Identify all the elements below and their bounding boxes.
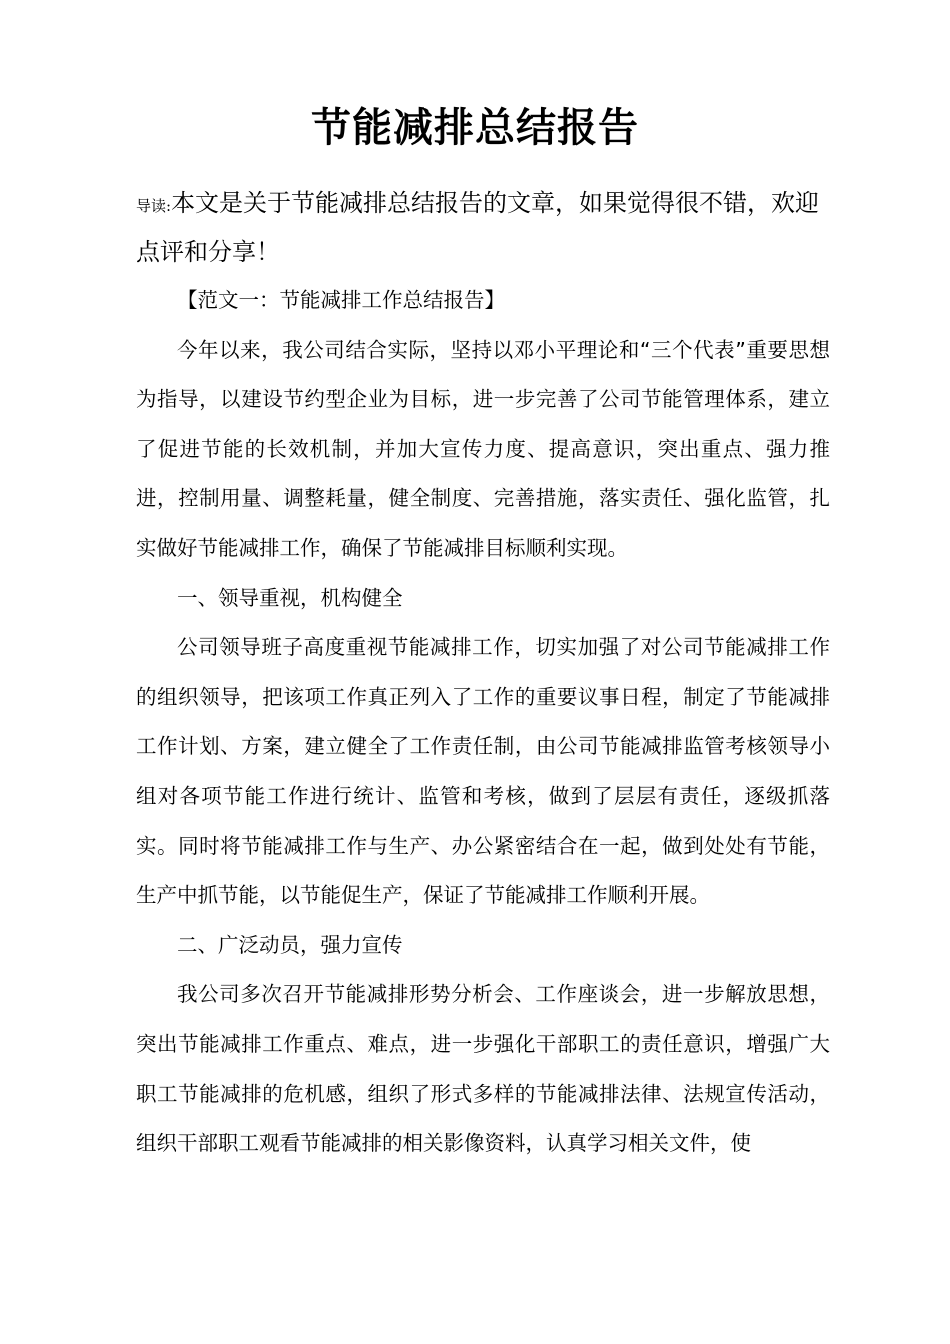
section-heading-1: 一、领导重视，机构健全 xyxy=(177,585,403,610)
intro-lead: 导读: xyxy=(136,197,172,215)
body-paragraph: 我公司多次召开节能减排形势分析会、工作座谈会，进一步解放思想，突出节能减排工作重点、难点，进一步强化干部职工的责任意识，增强广大职工节能减排的危机感，组织了形式多样的节能减排法律、法规宣传活动，组织干部职工观看节能减排的相关影像资料，认真学习相关文件，使 xyxy=(136,982,830,1156)
intro-text: 本文是关于节能减排总结报告的文章，如果觉得很不错，欢迎点评和分享！ xyxy=(136,189,820,266)
intro-paragraph xyxy=(136,180,836,275)
body-paragraph: 今年以来，我公司结合实际，坚持以邓小平理论和“三个代表”重要思想为指导，以建设节约型企业为目标，进一步完善了公司节能管理体系，建立了促进节能的长效机制，并加大宣传力度、提高意识，突出重点、强力推进，控制用量、调整耗量，健全制度、完善措施，落实责任、强化监管，扎实做好节能减排工作，确保了节能减排目标顺利实现。 xyxy=(136,337,830,560)
section-heading-2: 二、广泛动员，强力宣传 xyxy=(177,932,403,957)
sample-heading: 【范文一：节能减排工作总结报告】 xyxy=(177,288,505,312)
document-title: 节能减排总结报告 xyxy=(311,105,639,151)
body-paragraph: 公司领导班子高度重视节能减排工作，切实加强了对公司节能减排工作的组织领导，把该项工作真正列入了工作的重要议事日程，制定了节能减排工作计划、方案，建立健全了工作责任制，由公司节能减排监管考核领导小组对各项节能工作进行统计、监管和考核，做到了层层有责任，逐级抓落实。同时将节能减排工作与生产、办公紧密结合在一起，做到处处有节能，生产中抓节能，以节能促生产，保证了节能减排工作顺利开展。 xyxy=(136,635,830,908)
document-body xyxy=(136,276,830,1169)
